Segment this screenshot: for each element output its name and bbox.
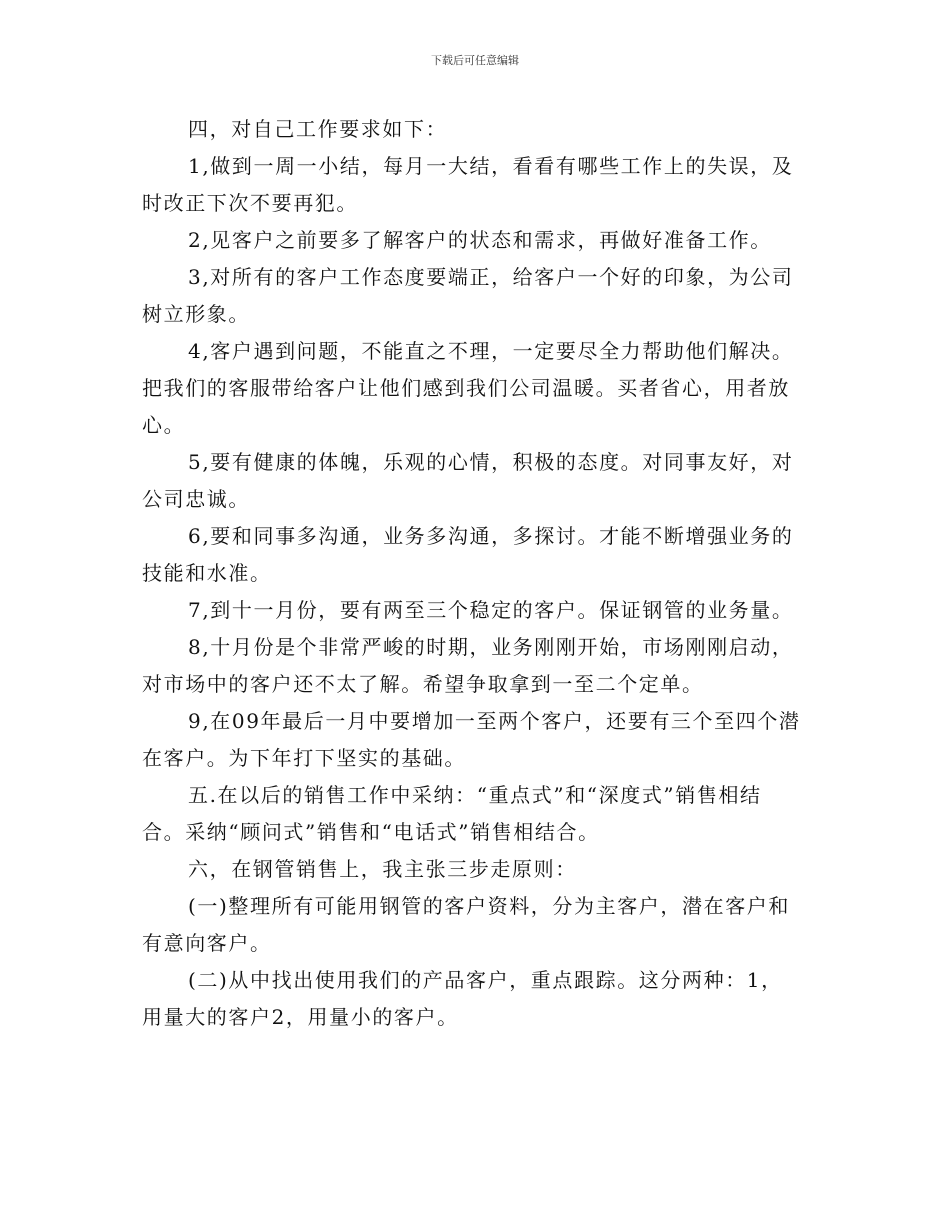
section-4-heading: 四，对自己工作要求如下： <box>188 117 448 141</box>
item-8-paragraph: 8,十月份是个非常严峻的时期，业务刚刚开始，市场刚刚启动，对市场中的客户还不太了解。希望争取拿到一至二个定单。 <box>142 635 794 696</box>
step-2-paragraph: (二)从中找出使用我们的产品客户，重点跟踪。这分两种：1，用量大的客户2，用量小的客户。 <box>142 968 783 1029</box>
section-6-heading: 六，在钢管销售上，我主张三步走原则： <box>188 857 577 881</box>
item-6-paragraph: 6,要和同事多沟通，业务多沟通，多探讨。才能不断增强业务的技能和水准。 <box>142 524 794 585</box>
step-1-paragraph: (一)整理所有可能用钢管的客户资料，分为主客户，潜在客户和有意向客户。 <box>142 894 791 955</box>
document-body <box>142 111 802 1036</box>
item-1-paragraph: 1,做到一周一小结，每月一大结，看看有哪些工作上的失误，及时改正下次不要再犯。 <box>142 154 794 215</box>
item-4-paragraph: 4,客户遇到问题，不能直之不理，一定要尽全力帮助他们解决。把我们的客服带给客户让他们感到我们公司温暖。买者省心，用者放心。 <box>142 339 794 437</box>
page-header-note: 下载后可任意编辑 <box>431 54 519 67</box>
item-5-paragraph: 5,要有健康的体魄，乐观的心情，积极的态度。对同事友好，对公司忠诚。 <box>142 450 794 511</box>
section-5-paragraph: 五.在以后的销售工作中采纳：“重点式”和“深度式”销售相结合。采纳“顾问式”销售和“电话式”销售相结合。 <box>142 783 762 844</box>
item-7-paragraph: 7,到十一月份，要有两至三个稳定的客户。保证钢管的业务量。 <box>188 598 794 622</box>
item-9-paragraph: 9,在09年最后一月中要增加一至两个客户，还要有三个至四个潜在客户。为下年打下坚实的基础。 <box>142 709 801 770</box>
item-3-paragraph: 3,对所有的客户工作态度要端正，给客户一个好的印象，为公司树立形象。 <box>142 265 794 326</box>
item-2-paragraph: 2,见客户之前要多了解客户的状态和需求，再做好准备工作。 <box>188 228 772 252</box>
